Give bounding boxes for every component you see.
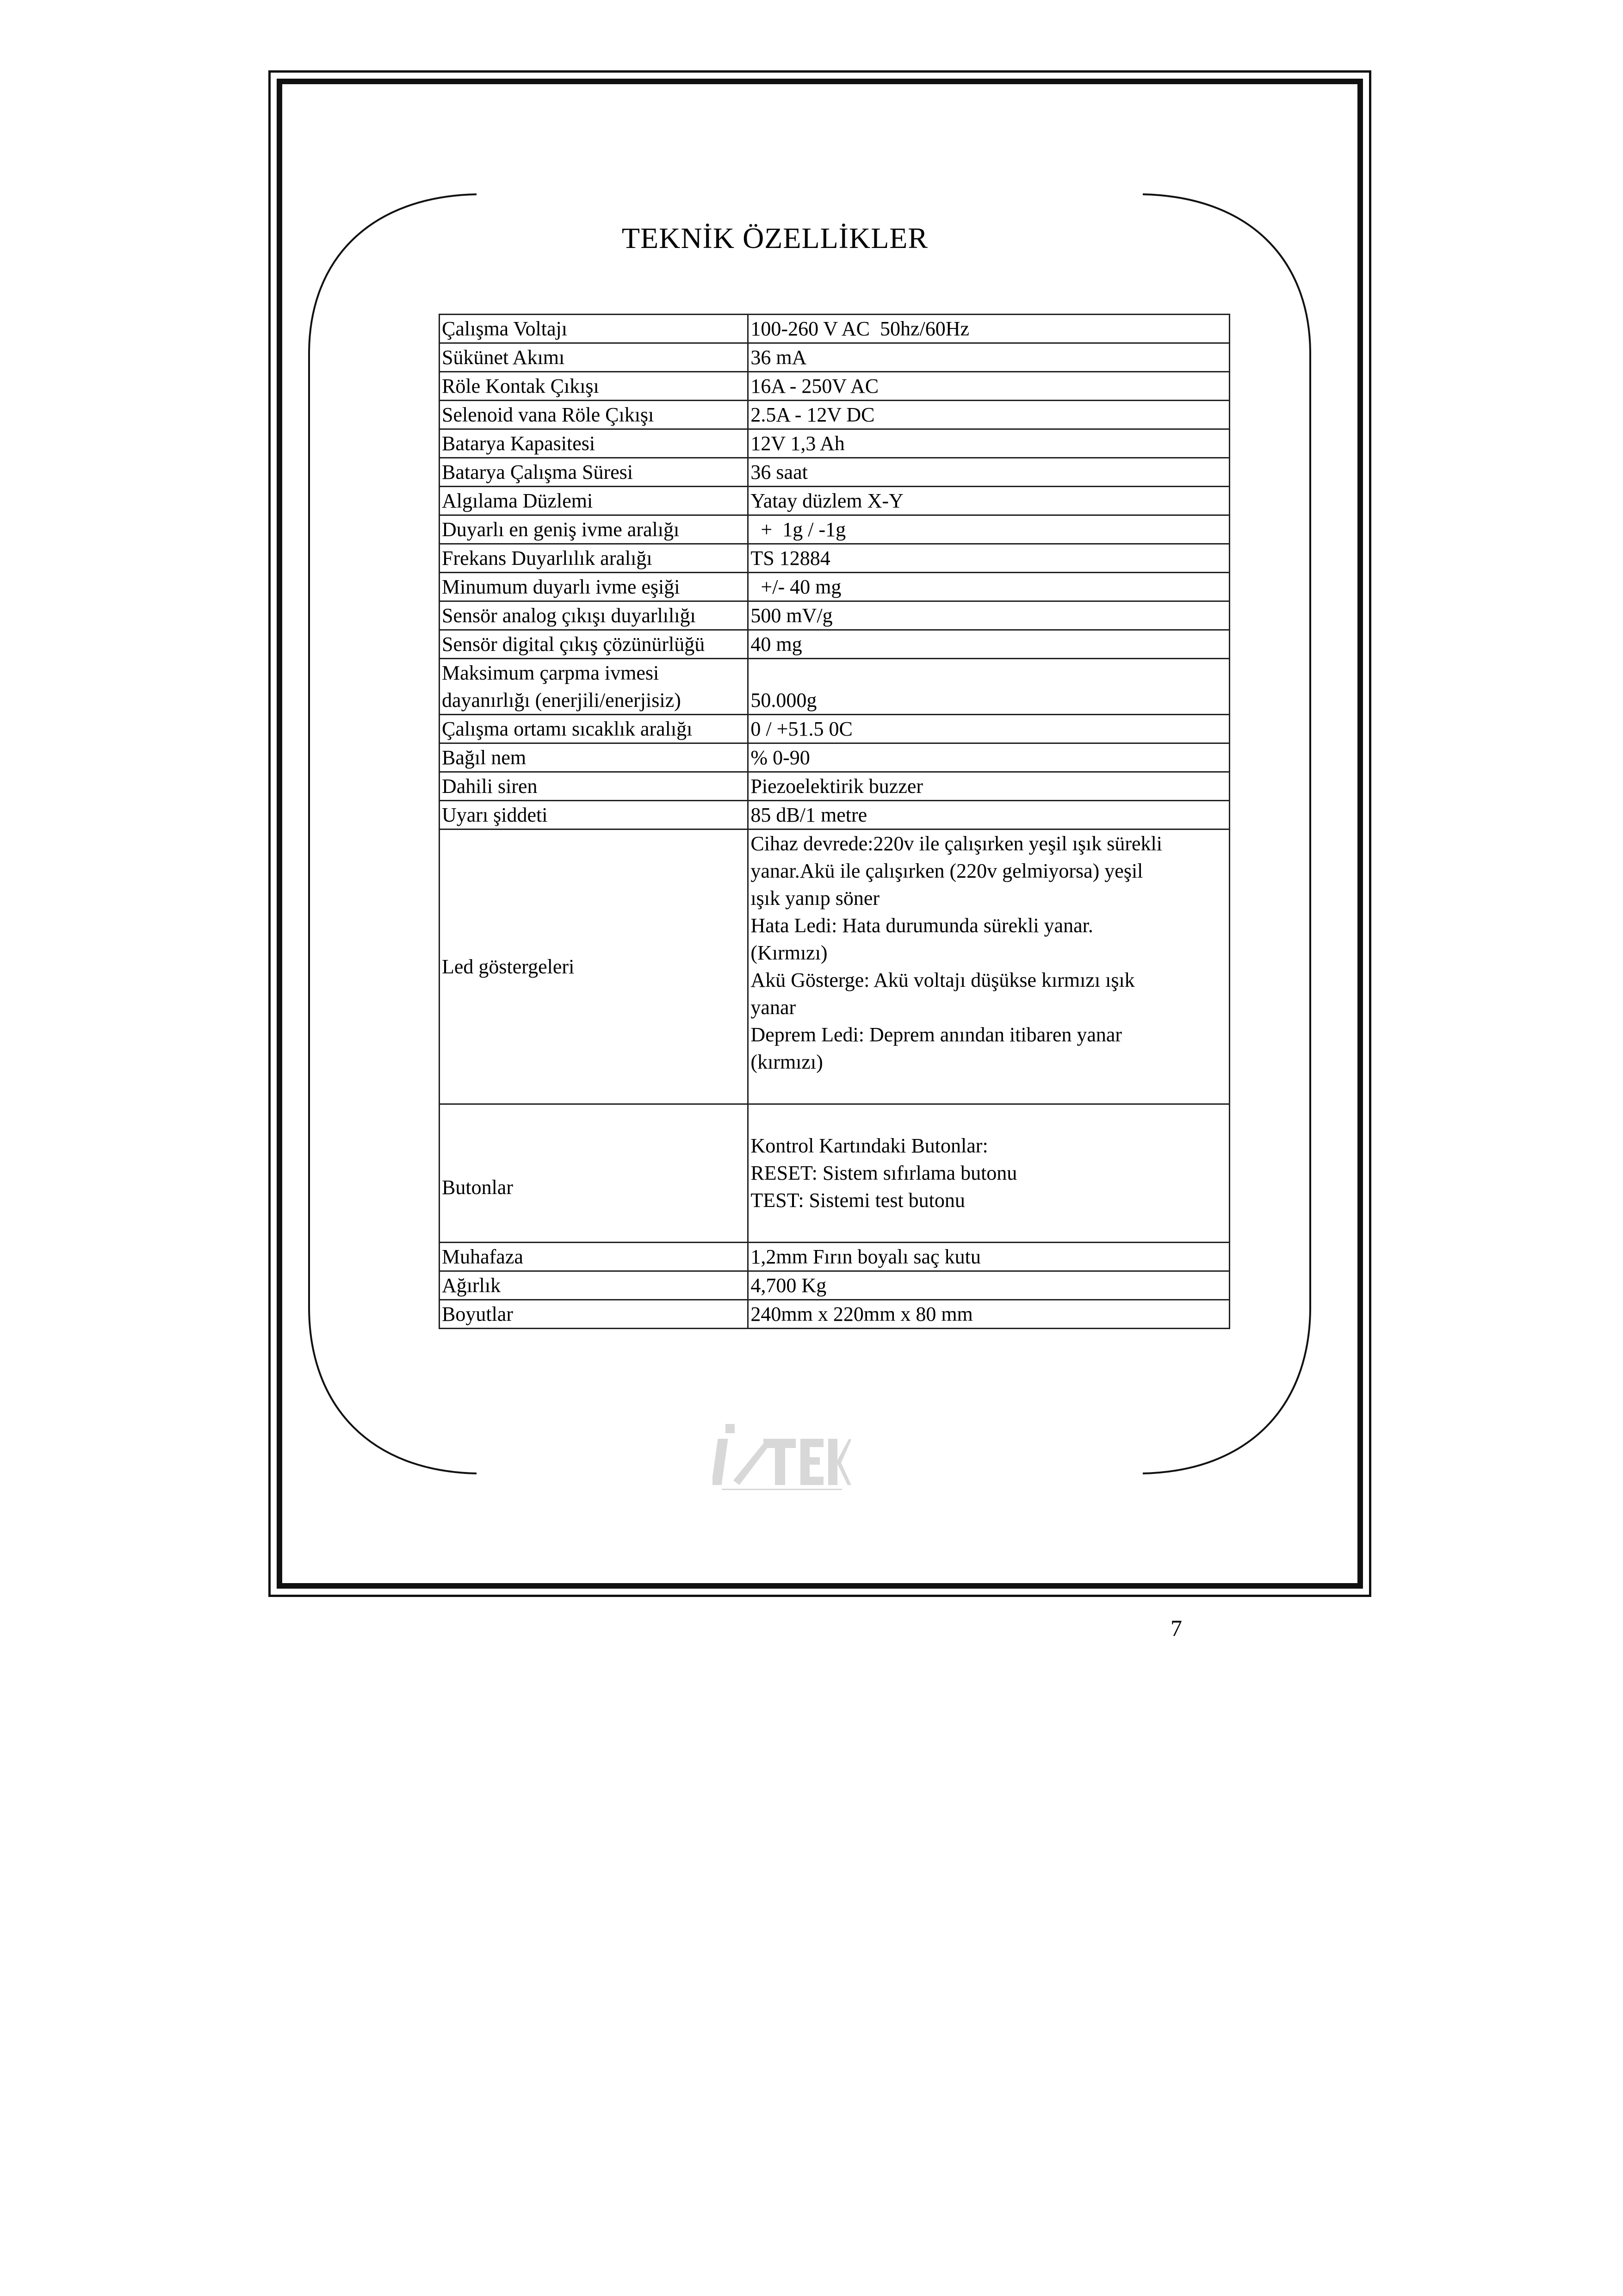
spec-value-line: yanar (750, 996, 796, 1019)
spec-value-line: 36 saat (750, 461, 808, 483)
spec-value (748, 515, 1230, 544)
spec-table (439, 314, 1230, 1329)
spec-value (748, 829, 1230, 1104)
spec-value (748, 401, 1230, 429)
spec-label: Ağırlık (440, 1271, 748, 1300)
spec-row (440, 659, 1230, 715)
spec-label: Dahili siren (440, 772, 748, 801)
spec-label: Röle Kontak Çıkışı (440, 372, 748, 401)
spec-value-line: Yatay düzlem X-Y (750, 489, 904, 512)
spec-label: Algılama Düzlemi (440, 487, 748, 515)
spec-value (748, 1300, 1230, 1329)
spec-label: Duyarlı en geniş ivme aralığı (440, 515, 748, 544)
spec-row (440, 544, 1230, 573)
spec-value-line: 240mm x 220mm x 80 mm (750, 1303, 973, 1325)
spec-value-line: 50.000g (750, 689, 817, 712)
arc-bottom-left (309, 1309, 477, 1473)
spec-row (440, 487, 1230, 515)
spec-label: Batarya Kapasitesi (440, 429, 748, 458)
spec-row (440, 315, 1230, 343)
spec-value (748, 573, 1230, 601)
spec-value-line: ışık yanıp söner (750, 887, 880, 910)
spec-label: Çalışma Voltajı (440, 315, 748, 343)
spec-value-line: % 0-90 (750, 746, 810, 769)
spec-label-line: Maksimum çarpma ivmesi (442, 662, 659, 684)
spec-value-line: RESET: Sistem sıfırlama butonu (750, 1162, 1017, 1184)
spec-label: Uyarı şiddeti (440, 801, 748, 829)
spec-value (748, 544, 1230, 573)
spec-value-line: Piezoelektirik buzzer (750, 775, 923, 798)
arc-bottom-right (1143, 1309, 1310, 1473)
spec-value-line: Akü Gösterge: Akü voltajı düşükse kırmızı ışık (750, 969, 1135, 991)
spec-value-line: Deprem Ledi: Deprem anından itibaren yanar (750, 1023, 1122, 1046)
page-title: TEKNİK ÖZELLİKLER (621, 222, 929, 254)
logo-mark (712, 1411, 851, 1504)
spec-value-line: (kırmızı) (750, 1051, 823, 1073)
spec-value-line: 1,2mm Fırın boyalı saç kutu (750, 1245, 981, 1268)
spec-value-line: 40 mg (750, 633, 802, 656)
spec-label-line: dayanırlığı (enerjili/enerjisiz) (442, 689, 681, 712)
spec-row (440, 429, 1230, 458)
spec-value-line: TS 12884 (750, 547, 830, 569)
spec-row (440, 715, 1230, 743)
spec-value-line: 500 mV/g (750, 604, 833, 627)
spec-value (748, 1104, 1230, 1243)
spec-row (440, 1300, 1230, 1329)
spec-value (748, 743, 1230, 772)
spec-value-line: TEST: Sistemi test butonu (750, 1189, 965, 1212)
spec-label: Muhafaza (440, 1243, 748, 1271)
spec-value-line: yanar.Akü ile çalışırken (220v gelmiyorsa) yeşil (750, 860, 1143, 882)
spec-row (440, 772, 1230, 801)
spec-row (440, 515, 1230, 544)
spec-value-line: 16A - 250V AC (750, 375, 879, 397)
spec-label: Butonlar (440, 1104, 748, 1243)
spec-value-line: 4,700 Kg (750, 1274, 827, 1297)
spec-row (440, 458, 1230, 487)
spec-row (440, 743, 1230, 772)
spec-value-line: + 1g / -1g (750, 518, 846, 541)
spec-value (748, 1243, 1230, 1271)
spec-row (440, 573, 1230, 601)
spec-label: Sükünet Akımı (440, 343, 748, 372)
spec-label: Selenoid vana Röle Çıkışı (440, 401, 748, 429)
spec-label: Frekans Duyarlılık aralığı (440, 544, 748, 573)
spec-value (748, 487, 1230, 515)
spec-row (440, 401, 1230, 429)
spec-value (748, 458, 1230, 487)
spec-value-line: Cihaz devrede:220v ile çalışırken yeşil ışık sürekli (750, 832, 1162, 855)
spec-row (440, 829, 1230, 1104)
spec-row (440, 372, 1230, 401)
spec-row (440, 1243, 1230, 1271)
spec-value-line: 85 dB/1 metre (750, 804, 867, 826)
spec-label: Led göstergeleri (440, 829, 748, 1104)
spec-label: Sensör digital çıkış çözünürlüğü (440, 630, 748, 659)
spec-value-line: 36 mA (750, 346, 807, 369)
spec-value-line: +/- 40 mg (750, 576, 842, 598)
spec-value-line: Kontrol Kartındaki Butonlar: (750, 1134, 988, 1157)
spec-label: Batarya Çalışma Süresi (440, 458, 748, 487)
spec-value (748, 601, 1230, 630)
spec-value-line: 0 / +51.5 0C (750, 718, 853, 740)
spec-label: Çalışma ortamı sıcaklık aralığı (440, 715, 748, 743)
spec-value (748, 429, 1230, 458)
spec-value-line: 2.5A - 12V DC (750, 403, 875, 426)
spec-value (748, 315, 1230, 343)
spec-row (440, 343, 1230, 372)
spec-value (748, 659, 1230, 715)
spec-label: Boyutlar (440, 1300, 748, 1329)
spec-value (748, 343, 1230, 372)
spec-value-line: (Kırmızı) (750, 941, 828, 964)
spec-label: Bağıl nem (440, 743, 748, 772)
spec-row (440, 630, 1230, 659)
page-number: 7 (1171, 1615, 1182, 1641)
spec-row (440, 1271, 1230, 1300)
spec-value-line: 100-260 V AC 50hz/60Hz (750, 317, 970, 340)
spec-label: Sensör analog çıkışı duyarlılığı (440, 601, 748, 630)
spec-row (440, 601, 1230, 630)
spec-label (440, 659, 748, 715)
spec-value-line: 12V 1,3 Ah (750, 432, 845, 455)
spec-row (440, 801, 1230, 829)
spec-label: Minumum duyarlı ivme eşiği (440, 573, 748, 601)
spec-value (748, 772, 1230, 801)
spec-row (440, 1104, 1230, 1243)
spec-value (748, 630, 1230, 659)
spec-value (748, 1271, 1230, 1300)
spec-value-line: Hata Ledi: Hata durumunda sürekli yanar. (750, 914, 1093, 937)
spec-value (748, 801, 1230, 829)
company-logo (712, 1411, 851, 1504)
spec-value (748, 372, 1230, 401)
spec-value (748, 715, 1230, 743)
